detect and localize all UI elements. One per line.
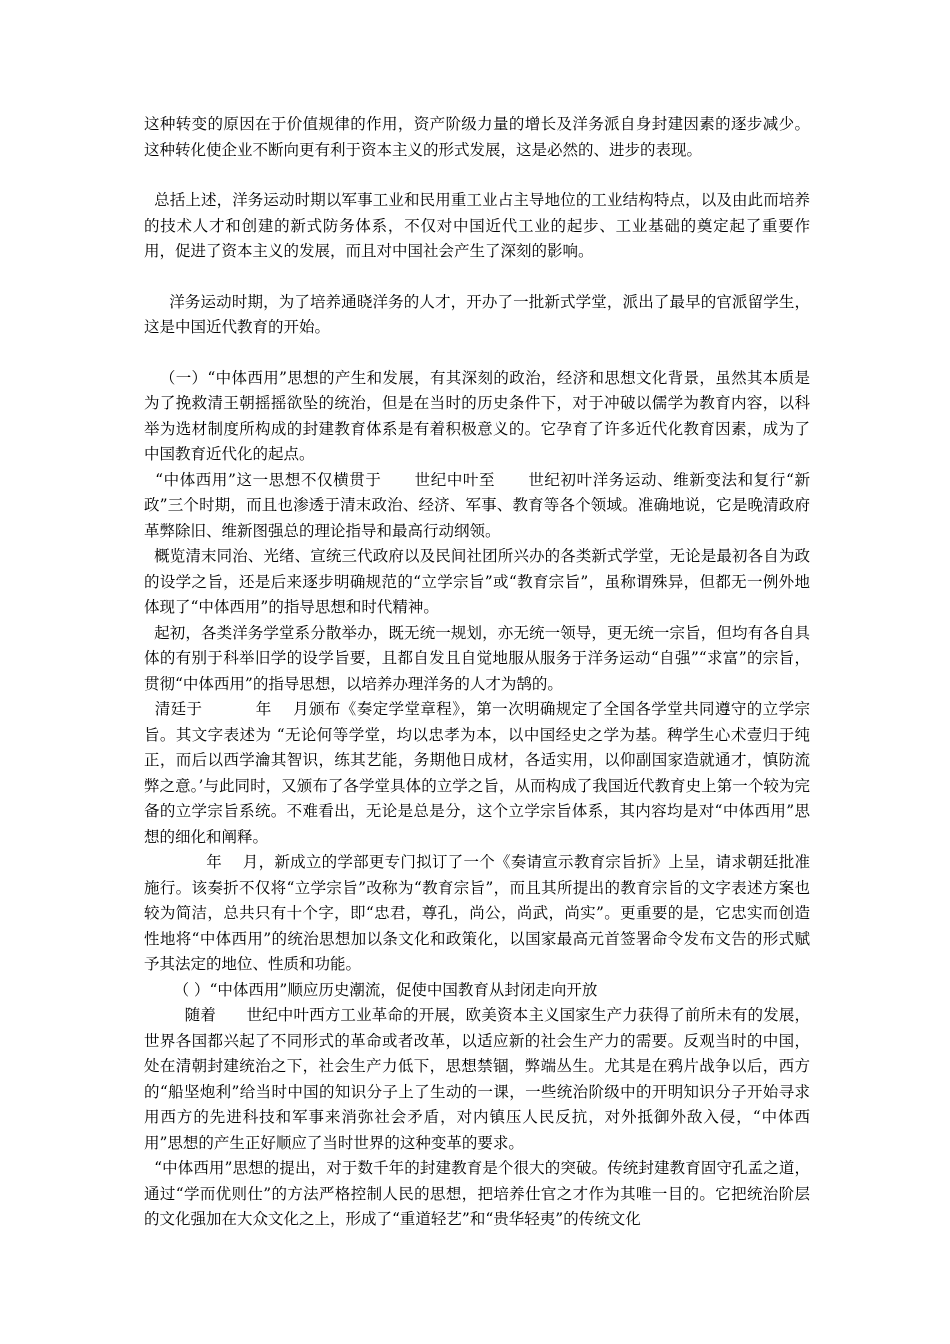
paragraph-3: 洋务运动时期，为了培养通晓洋务的人才，开办了一批新式学堂，派出了最早的官派留学生，这是中国近代教育的开始。 [144,292,810,336]
paragraph-4: （一）“中体西用”思想的产生和发展，有其深刻的政治，经济和思想文化背景，虽然其本质是为了挽救清王朝摇摇欲坠的统治，但是在当时的历史条件下，对于冲破以儒学为教育内容，以科举为选材制度所构成的封建教育体系是有着积极意义的。它孕育了许多近代化教育因素，成为了中国教育近代化的起点。 [144,368,811,463]
paragraph-9: 年 月，新成立的学部更专门拟订了一个《奏请宣示教育宗旨折》上呈，请求朝廷批准施行。该奏折不仅将“立学宗旨”改称为“教育宗旨”，而且其所提出的教育宗旨的文字表述方案也较为简洁，总共只有十个字，即“忠君，尊孔，尚公，尚武，尚实”。更重要的是，它忠实而创造性地将“中体西用”的统治思想加以条文化和政策化，以国家最高元首签署命令发布文告的形式赋予其法定的地位、性质和功能。 [144,853,810,973]
document-page [144,112,810,1233]
paragraph-11: “中体西用”思想的提出，对于数千年的封建教育是个很大的突破。传统封建教育固守孔孟之道，通过“学而优则仕”的方法严格控制人民的思想，把培养仕官之才作为其唯一目的。它把统治阶层的文化强加在大众文化之上，形成了“重道轻艺”和“贵华轻夷”的传统文化 [144,1159,810,1228]
paragraph-5: “中体西用”这一思想不仅横贯于 世纪中叶至 世纪初叶洋务运动、维新变法和复行“新政”三个时期，而且也渗透于清末政治、经济、军事、教育等各个领域。准确地说，它是晚清政府革弊除旧、维新图强总的理论指导和最高行动纲领。 [144,470,810,540]
paragraph-8: 清廷于 年 月颁布《奏定学堂章程》，第一次明确规定了全国各学堂共同遵守的立学宗旨。其文字表述为 “无论何等学堂，均以忠孝为本，以中国经史之学为基。稗学生心术壹归于纯正，而后以西学瀹其智识，练其艺能，务期他日成材，各适实用，以仰副国家造就通才，慎防流弊之意。’与此同时，又颁布了各学堂具体的立学之旨，从而构成了我国近代教育史上第一个较为完备的立学宗旨系统。不难看出，无论是总是分，这个立学宗旨体系，其内容均是对“中体西用”思想的细化和阐释。 [144,700,811,846]
paragraph-1: 这种转变的原因在于价值规律的作用，资产阶级力量的增长及洋务派自身封建因素的逐步减少。这种转化使企业不断向更有利于资本主义的形式发展，这是必然的、进步的表现。 [144,115,810,159]
paragraph-7: 起初，各类洋务学堂系分散举办，既无统一规划，亦无统一领导，更无统一宗旨，但均有各自具体的有别于科举旧学的设学旨要，且都自发且自觉地服从服务于洋务运动“自强”“求富”的宗旨，贯彻“中体西用”的指导思想，以培养办理洋务的人才为鹄的。 [144,623,810,693]
paragraph-2: 总括上述，洋务运动时期以军事工业和民用重工业占主导地位的工业结构特点，以及由此而培养的技术人才和创建的新式防务体系，不仅对中国近代工业的起步、工业基础的奠定起了重要作用，促进了资本主义的发展，而且对中国社会产生了深刻的影响。 [144,191,810,260]
section-heading: （ ）“中体西用”顺应历史潮流，促使中国教育从封闭走向开放 [144,980,598,999]
paragraph-10: 随着 世纪中叶西方工业革命的开展，欧美资本主义国家生产力获得了前所未有的发展，世界各国都兴起了不同形式的革命或者改革，以适应新的社会生产力的需要。反观当时的中国，处在清朝封建统治之下，社会生产力低下，思想禁锢，弊端丛生。尤其是在鸦片战争以后，西方的“船坚炮利”给当时中国的知识分子上了生动的一课，一些统治阶级中的开明知识分子开始寻求用西方的先进科技和军事来消弥社会矛盾，对内镇压人民反抗，对外抵御外敌入侵，“中体西用”思想的产生正好顺应了当时世界的这种变革的要求。 [144,1006,810,1152]
paragraph-6: 概览清末同治、光绪、宣统三代政府以及民间社团所兴办的各类新式学堂，无论是最初各自为政的设学之旨，还是后来逐步明确规范的“立学宗旨”或“教育宗旨”，虽称谓殊异，但都无一例外地体现了“中体西用”的指导思想和时代精神。 [144,547,810,616]
